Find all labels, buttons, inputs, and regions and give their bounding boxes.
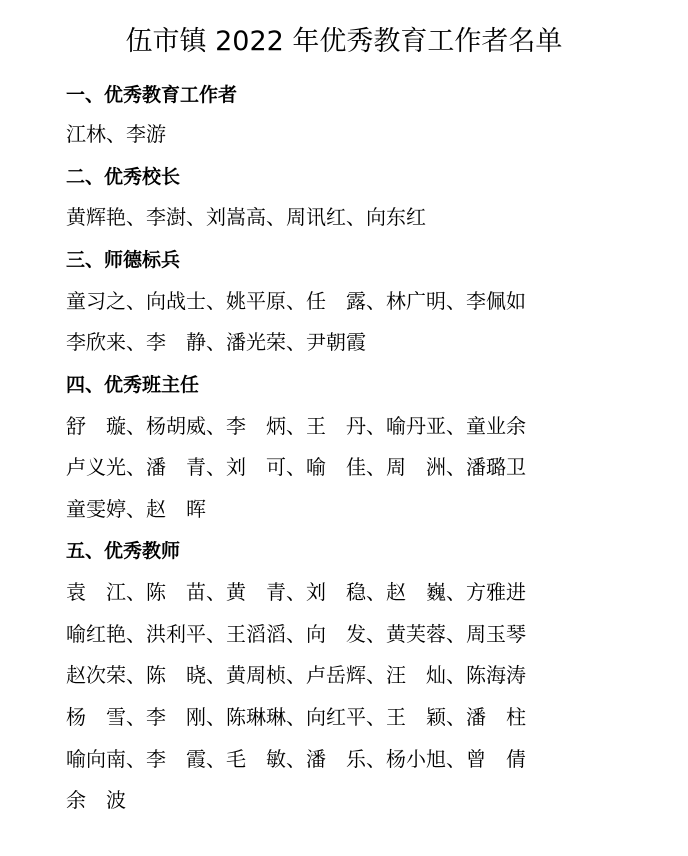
name-line: 童习之、向战士、姚平原、任 露、林广明、李佩如	[66, 289, 526, 313]
name-line: 童雯婷、赵 晖	[66, 497, 206, 521]
section-heading-outstanding-educators: 一、优秀教育工作者	[66, 84, 238, 106]
section-heading-outstanding-principals: 二、优秀校长	[66, 166, 181, 188]
name-line: 喻红艳、洪利平、王滔滔、向 发、黄芙蓉、周玉琴	[66, 622, 526, 646]
name-line: 江林、李游	[66, 122, 166, 146]
name-line: 杨 雪、李 刚、陈琳琳、向红平、王 颖、潘 柱	[66, 705, 526, 729]
name-line: 黄辉艳、李澍、刘嵩高、周讯红、向东红	[66, 205, 426, 229]
name-line: 李欣来、李 静、潘光荣、尹朝霞	[66, 330, 366, 354]
name-line: 喻向南、李 霞、毛 敏、潘 乐、杨小旭、曾 倩	[66, 747, 526, 771]
name-line: 舒 璇、杨胡威、李 炳、王 丹、喻丹亚、童业余	[66, 414, 526, 438]
name-line: 赵次荣、陈 晓、黄周桢、卢岳辉、汪 灿、陈海涛	[66, 663, 526, 687]
document-title: 伍市镇 2022 年优秀教育工作者名单	[125, 26, 563, 57]
name-line: 卢义光、潘 青、刘 可、喻 佳、周 洲、潘璐卫	[66, 455, 526, 479]
name-line: 袁 江、陈 苗、黄 青、刘 稳、赵 巍、方雅进	[66, 580, 526, 604]
name-line: 余 波	[66, 788, 126, 812]
section-heading-outstanding-teachers: 五、优秀教师	[66, 540, 181, 562]
section-heading-outstanding-class-teachers: 四、优秀班主任	[66, 374, 200, 396]
section-heading-ethics-models: 三、师德标兵	[66, 249, 181, 271]
